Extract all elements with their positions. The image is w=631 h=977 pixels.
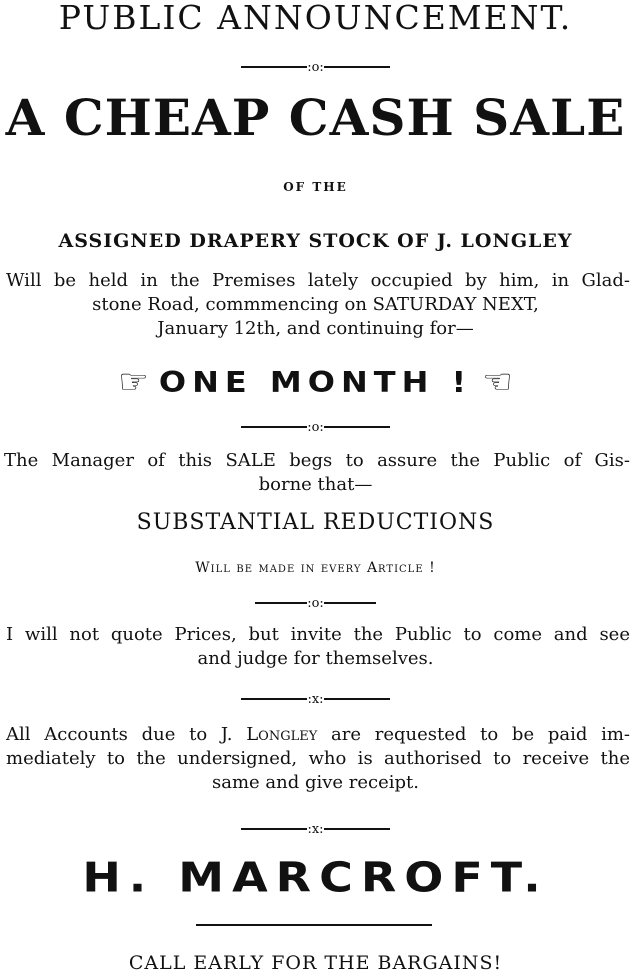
divider-rule-right bbox=[324, 828, 390, 830]
subject-line: ASSIGNED DRAPERY STOCK OF J. LONGLEY bbox=[58, 230, 573, 252]
accounts-line-3: same and give receipt. bbox=[211, 772, 420, 793]
divider-rule-right bbox=[324, 602, 376, 604]
divider-rule-left bbox=[241, 66, 307, 68]
manager-line-2: borne that— bbox=[258, 474, 373, 495]
accounts-text-b: are requested to be paid im- bbox=[317, 724, 630, 745]
accounts-name: Longley bbox=[246, 724, 318, 745]
divider-rule-left bbox=[241, 698, 307, 700]
divider-rule-right bbox=[324, 66, 390, 68]
divider-rule-left bbox=[241, 828, 307, 830]
prices-line-2: and judge for themselves. bbox=[197, 648, 434, 669]
details-line-2: stone Road, commmencing on SATURDAY NEXT, bbox=[92, 294, 539, 315]
manager-line-1: The Manager of this SALE begs to assure the Public of Gis- bbox=[4, 450, 630, 471]
details-line-1: Will be held in the Premises lately occupied by him, in Glad- bbox=[6, 270, 630, 291]
details-line-3: January 12th, and continuing for— bbox=[157, 318, 474, 339]
pointing-hand-right-icon: ☞ bbox=[118, 362, 149, 402]
duration-banner bbox=[0, 362, 631, 402]
accounts-line-1 bbox=[6, 724, 630, 745]
divider-mark: :x: bbox=[307, 822, 324, 837]
divider-mark: :o: bbox=[307, 596, 324, 611]
signature-underline bbox=[196, 924, 432, 926]
accounts-line-2: mediately to the undersigned, who is authorised to receive the bbox=[6, 748, 630, 769]
divider-1 bbox=[0, 56, 631, 75]
of-the-label: OF THE bbox=[283, 180, 348, 194]
duration-text: ONE MONTH ! bbox=[158, 364, 473, 400]
accounts-text-a: All Accounts due to J. bbox=[6, 724, 247, 745]
prices-line-1: I will not quote Prices, but invite the Public to come and see bbox=[6, 624, 630, 645]
page-title: PUBLIC ANNOUNCEMENT. bbox=[58, 0, 573, 37]
every-article-line: Will be made in every Article ! bbox=[195, 560, 436, 576]
divider-rule-left bbox=[255, 602, 307, 604]
divider-4 bbox=[0, 688, 631, 707]
signature: H. MARCROFT. bbox=[82, 852, 549, 902]
divider-mark: :o: bbox=[307, 60, 324, 75]
divider-rule-left bbox=[241, 426, 307, 428]
divider-2 bbox=[0, 416, 631, 435]
divider-rule-right bbox=[324, 426, 390, 428]
pointing-hand-left-icon: ☜ bbox=[482, 362, 513, 402]
divider-rule-right bbox=[324, 698, 390, 700]
reductions-heading: SUBSTANTIAL REDUCTIONS bbox=[136, 510, 495, 535]
divider-3 bbox=[0, 592, 631, 611]
divider-mark: :x: bbox=[307, 692, 324, 707]
footer-callout: CALL EARLY FOR THE BARGAINS! bbox=[128, 952, 503, 974]
headline: A CHEAP CASH SALE bbox=[5, 88, 626, 147]
divider-mark: :o: bbox=[307, 420, 324, 435]
divider-5 bbox=[0, 818, 631, 837]
